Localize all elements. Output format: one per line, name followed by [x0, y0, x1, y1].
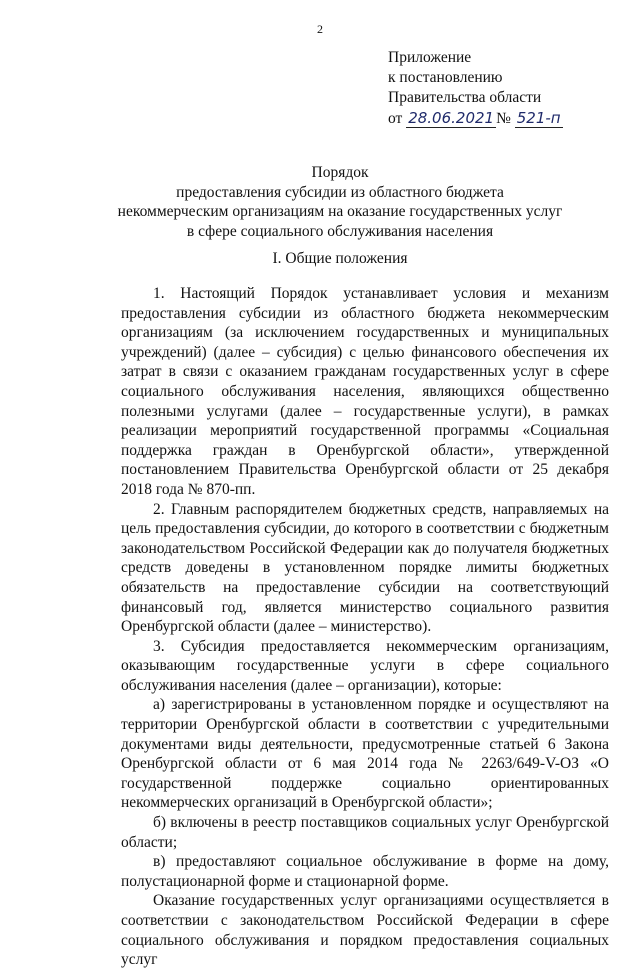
- paragraph-3: 3. Субсидия предоставляется некоммерческим организациям, оказывающим государственные услуги в сфере социального обслуживания населения (далее – организации), которые:: [121, 637, 609, 694]
- handwritten-number: 521-п: [516, 109, 561, 127]
- appendix-date-line: [388, 108, 563, 129]
- paragraph-2: 2. Главным распорядителем бюджетных средств, направляемых на цель предоставления субсидии, до которого в соответствии с бюджетным законодательством Российской Федерации как до получателя бюджетных средств доведены в установленном порядке лимиты бюджетных обязательств на предоставление субсидии на соответствующий финансовый год, является министерство социального развития Оренбургской области (далее – министерство).: [121, 500, 609, 636]
- appendix-line-1: Приложение: [388, 49, 472, 66]
- handwritten-date: 28.06.2021: [408, 109, 495, 127]
- title-line-4: в сфере социального обслуживания населения: [186, 222, 494, 240]
- page-number: 2: [317, 22, 323, 36]
- paragraph-3a: а) зарегистрированы в установленном порядке и осуществляют на территории Оренбургской области в соответствии с учредительными документами виды деятельности, предусмотренные статьей 6 Закона Оренбургской области от 6 мая 2014 года № 2263/649-V-ОЗ «О государственной поддержке социально ориентированных некоммерческих организаций в Оренбургской области»;: [121, 696, 609, 812]
- paragraph-3c: в) предоставляют социальное обслуживание в форме на дому, полустационарной форме и стационарной форме.: [121, 853, 609, 890]
- title-line-3: некоммерческим организациям на оказание государственных услуг: [117, 203, 563, 221]
- section-heading: I. Общие положения: [272, 250, 408, 267]
- appendix-block: [388, 48, 563, 129]
- appendix-line-3: Правительства области: [388, 89, 542, 106]
- number-prefix: №: [496, 110, 511, 127]
- date-prefix: от: [388, 110, 403, 127]
- document-title: [80, 163, 600, 241]
- document-body: [121, 284, 609, 970]
- title-line-2: предоставления субсидии из областного бюджета: [176, 183, 504, 201]
- paragraph-1: 1. Настоящий Порядок устанавливает условия и механизм предоставления субсидии из областного бюджета некоммерческим организациям (за исключением государственных и муниципальных учреждений) (далее – субсидия) с целью финансового обеспечения их затрат в связи с оказанием гражданам государственных услуг в сфере социального обслуживания населения, являющихся общественно полезными услугами (далее – государственные услуги), в рамках реализации мероприятий государственной программы «Социальная поддержка граждан в Оренбургской области», утвержденной постановлением Правительства Оренбургской области от 25 декабря 2018 года № 870-пп.: [121, 285, 609, 498]
- appendix-line-2: к постановлению: [388, 69, 503, 86]
- paragraph-4: Оказание государственных услуг организациями осуществляется в соответствии с законодательством Российской Федерации в сфере социального обслуживания и порядком предоставления социальных услуг: [121, 892, 609, 969]
- paragraph-3b: б) включены в реестр поставщиков социальных услуг Оренбургской области;: [121, 814, 609, 851]
- title-line-1: Порядок: [311, 164, 369, 181]
